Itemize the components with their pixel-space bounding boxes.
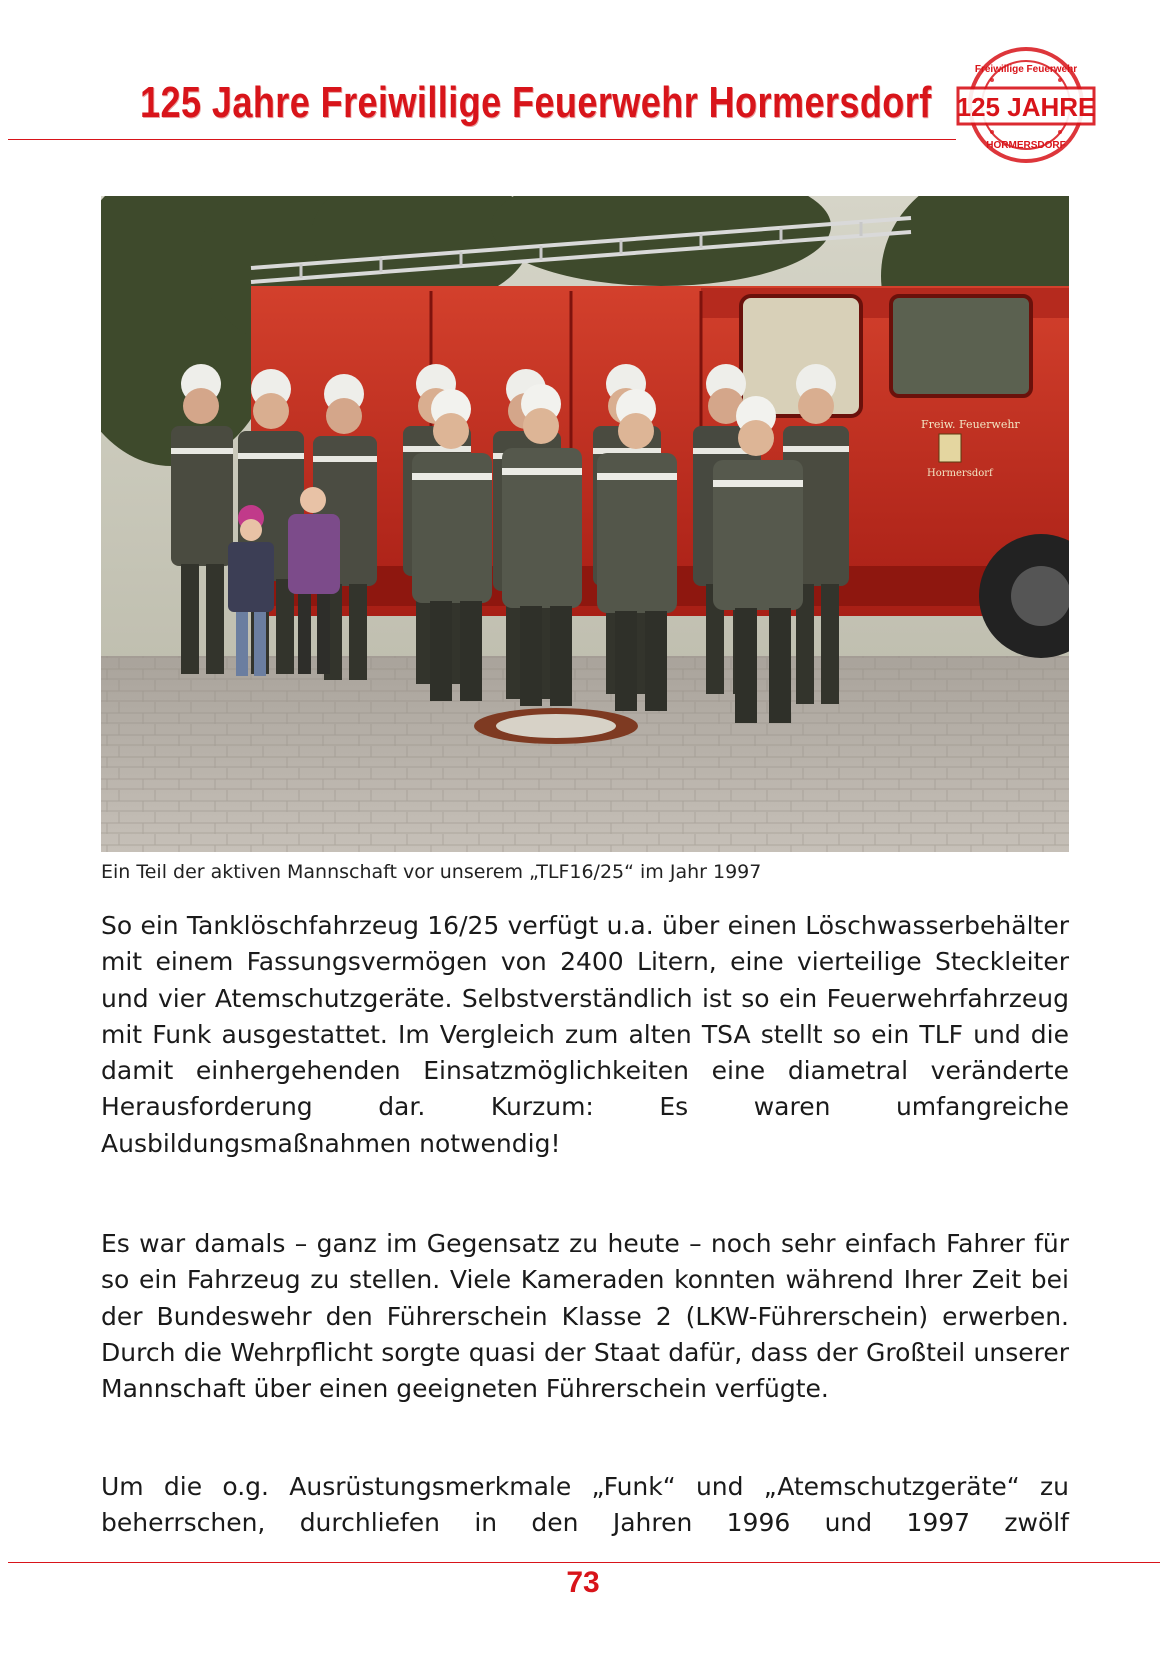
photo-caption: Ein Teil der aktiven Mannschaft vor unserem „TLF16/25“ im Jahr 1997 xyxy=(101,861,762,883)
anniversary-seal-icon xyxy=(952,42,1104,172)
truck-lettering-1: Freiw. Feuerwehr xyxy=(921,418,1020,431)
seal-bottom-text: HORMERSDORF xyxy=(986,140,1066,151)
seal-center-text: 125 JAHRE xyxy=(956,92,1096,122)
team-photo xyxy=(101,196,1069,852)
page-header-title: 125 Jahre Freiwillige Feuerwehr Hormersdorf xyxy=(140,78,932,127)
page-number: 73 xyxy=(566,1566,600,1599)
footer-divider xyxy=(8,1562,1160,1563)
seal-top-text: Freiwillige Feuerwehr xyxy=(974,64,1078,75)
paragraph-3: Um die o.g. Ausrüstungsmerkmale „Funk“ und „Atemschutzgeräte“ zu beherrschen, durchliefen in den Jahren 1996 und 1997 zwölf xyxy=(101,1472,1069,1538)
truck-lettering-2: Hormersdorf xyxy=(927,468,993,479)
paragraph-1: So ein Tanklöschfahrzeug 16/25 verfügt u.a. über einen Löschwasserbehälter mit einem Fassungsvermögen von 2400 Litern, eine vierteilige Steckleiter und vier Atemschutzgeräte. Selbstverständlich ist so ein Feuerwehrfahrzeug mit Funk ausgestattet. Im Vergleich zum alten TSA stellt so ein TLF und die damit einhergehenden Einsatzmöglichkeiten eine diametral veränderte Herausforderung dar. Kurzum: Es waren umfangreiche Ausbildungsmaßnahmen notwendig! xyxy=(101,911,1069,1158)
header-divider xyxy=(8,139,956,140)
paragraph-2: Es war damals – ganz im Gegensatz zu heute – noch sehr einfach Fahrer für so ein Fahrzeug zu stellen. Viele Kameraden konnten während Ihrer Zeit bei der Bundeswehr den Führerschein Klasse 2 (LKW-Führerschein) erwerben. Durch die Wehrpflicht sorgte quasi der Staat dafür, dass der Großteil unserer Mannschaft über einen geeigneten Führerschein verfügte. xyxy=(101,1229,1069,1404)
